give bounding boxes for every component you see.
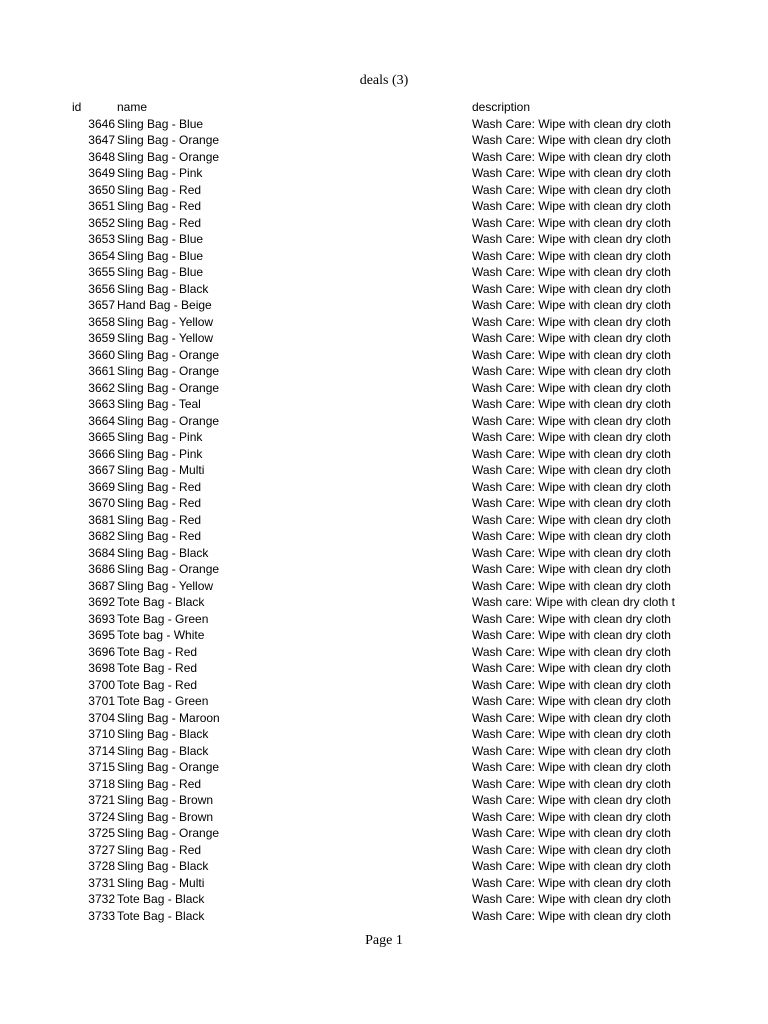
cell-id: 3654 [88, 248, 115, 263]
cell-name: Sling Bag - Orange [117, 562, 220, 576]
cell-description: Wash Care: Wipe with clean dry cloth [472, 628, 671, 642]
cell-description: Wash Care: Wipe with clean dry cloth [472, 793, 671, 807]
cell-id: 3664 [88, 413, 115, 428]
cell-description: Wash Care: Wipe with clean dry cloth [472, 529, 671, 543]
cell-description: Wash Care: Wipe with clean dry cloth [472, 908, 671, 923]
cell-description: Wash Care: Wipe with clean dry cloth [472, 892, 671, 906]
table-row [0, 528, 768, 545]
cell-description: Wash Care: Wipe with clean dry cloth [472, 281, 671, 296]
cell-description: Wash Care: Wipe with clean dry cloth [472, 710, 671, 725]
table-row [0, 611, 768, 628]
cell-description: Wash Care: Wipe with clean dry cloth [472, 446, 671, 461]
table-row [0, 363, 768, 380]
cell-id: 3724 [88, 809, 115, 824]
cell-id: 3656 [88, 281, 115, 296]
table-row [0, 776, 768, 793]
deals-table [0, 99, 768, 924]
table-row [0, 281, 768, 298]
cell-name: Sling Bag - Red [117, 496, 202, 510]
cell-name: Sling Bag - Maroon [117, 710, 220, 725]
cell-name: Sling Bag - Black [117, 545, 209, 560]
cell-description: Wash Care: Wipe with clean dry cloth [472, 512, 671, 527]
cell-description: Wash Care: Wipe with clean dry cloth [472, 677, 671, 692]
table-row [0, 132, 768, 149]
cell-description: Wash Care: Wipe with clean dry cloth [472, 644, 671, 659]
table-row [0, 231, 768, 248]
cell-name: Tote Bag - Red [117, 661, 198, 675]
cell-id: 3727 [88, 842, 115, 857]
cell-description: Wash Care: Wipe with clean dry cloth [472, 182, 671, 197]
cell-id: 3695 [88, 628, 115, 642]
cell-description: Wash Care: Wipe with clean dry cloth [472, 694, 671, 708]
cell-name: Tote bag - White [117, 628, 205, 642]
cell-id: 3660 [88, 347, 115, 362]
cell-name: Sling Bag - Red [117, 182, 202, 197]
table-row [0, 165, 768, 182]
table-row [0, 429, 768, 446]
table-row [0, 875, 768, 892]
cell-name: Sling Bag - Multi [117, 463, 205, 477]
cell-id: 3667 [88, 463, 115, 477]
cell-id: 3731 [88, 875, 115, 890]
table-row [0, 264, 768, 281]
cell-description: Wash Care: Wipe with clean dry cloth [472, 347, 671, 362]
cell-id: 3700 [88, 677, 115, 692]
cell-name: Sling Bag - Blue [117, 116, 204, 131]
cell-id: 3659 [88, 331, 115, 345]
table-row [0, 495, 768, 512]
table-row [0, 545, 768, 562]
cell-description: Wash Care: Wipe with clean dry cloth [472, 760, 671, 774]
cell-id: 3670 [88, 496, 115, 510]
cell-id: 3732 [88, 892, 115, 906]
cell-description: Wash Care: Wipe with clean dry cloth [472, 397, 671, 411]
cell-name: Sling Bag - Teal [117, 397, 201, 411]
table-row [0, 561, 768, 578]
column-header-name: name [117, 100, 148, 114]
cell-id: 3669 [88, 479, 115, 494]
cell-name: Sling Bag - Pink [117, 166, 203, 180]
cell-name: Sling Bag - Pink [117, 430, 203, 444]
cell-description: Wash Care: Wipe with clean dry cloth [472, 215, 671, 230]
cell-name: Tote Bag - Red [117, 644, 198, 659]
cell-id: 3662 [88, 380, 115, 395]
table-row [0, 693, 768, 710]
cell-name: Sling Bag - Orange [117, 347, 220, 362]
cell-name: Sling Bag - Orange [117, 760, 220, 774]
cell-description: Wash Care: Wipe with clean dry cloth [472, 364, 671, 378]
cell-description: Wash Care: Wipe with clean dry cloth [472, 248, 671, 263]
cell-name: Sling Bag - Red [117, 529, 202, 543]
cell-name: Sling Bag - Red [117, 512, 202, 527]
cell-id: 3681 [88, 512, 115, 527]
cell-name: Tote Bag - Black [117, 595, 205, 609]
table-row [0, 215, 768, 232]
cell-description: Wash Care: Wipe with clean dry cloth [472, 298, 671, 312]
cell-name: Hand Bag - Beige [117, 298, 212, 312]
cell-description: Wash Care: Wipe with clean dry cloth [472, 776, 671, 791]
table-row [0, 347, 768, 364]
cell-id: 3714 [88, 743, 115, 758]
cell-id: 3701 [88, 694, 115, 708]
cell-description: Wash Care: Wipe with clean dry cloth [472, 232, 671, 246]
cell-name: Sling Bag - Black [117, 859, 209, 873]
cell-description: Wash Care: Wipe with clean dry cloth [472, 578, 671, 593]
cell-description: Wash Care: Wipe with clean dry cloth [472, 314, 671, 329]
table-row [0, 149, 768, 166]
cell-description: Wash Care: Wipe with clean dry cloth [472, 413, 671, 428]
table-row [0, 380, 768, 397]
cell-name: Sling Bag - Orange [117, 149, 220, 164]
cell-name: Sling Bag - Brown [117, 793, 214, 807]
cell-id: 3715 [88, 760, 115, 774]
table-row [0, 512, 768, 529]
cell-id: 3651 [88, 199, 115, 213]
cell-description: Wash care: Wipe with clean dry cloth t [472, 595, 675, 609]
cell-name: Tote Bag - Black [117, 892, 205, 906]
table-row [0, 413, 768, 430]
table-row [0, 627, 768, 644]
cell-name: Sling Bag - Pink [117, 446, 203, 461]
cell-description: Wash Care: Wipe with clean dry cloth [472, 331, 671, 345]
cell-id: 3704 [88, 710, 115, 725]
cell-name: Sling Bag - Orange [117, 133, 220, 147]
table-row [0, 792, 768, 809]
table-row [0, 825, 768, 842]
cell-id: 3666 [88, 446, 115, 461]
cell-id: 3653 [88, 232, 115, 246]
table-row [0, 182, 768, 199]
cell-name: Sling Bag - Red [117, 776, 202, 791]
cell-description: Wash Care: Wipe with clean dry cloth [472, 265, 671, 279]
cell-id: 3663 [88, 397, 115, 411]
table-row [0, 891, 768, 908]
table-row [0, 578, 768, 595]
cell-description: Wash Care: Wipe with clean dry cloth [472, 166, 671, 180]
cell-id: 3682 [88, 529, 115, 543]
table-row [0, 396, 768, 413]
cell-description: Wash Care: Wipe with clean dry cloth [472, 727, 671, 741]
cell-name: Tote Bag - Green [117, 611, 209, 626]
cell-id: 3725 [88, 826, 115, 840]
cell-description: Wash Care: Wipe with clean dry cloth [472, 743, 671, 758]
cell-name: Sling Bag - Multi [117, 875, 205, 890]
cell-description: Wash Care: Wipe with clean dry cloth [472, 562, 671, 576]
table-row [0, 743, 768, 760]
cell-id: 3721 [88, 793, 115, 807]
cell-id: 3648 [88, 149, 115, 164]
cell-id: 3684 [88, 545, 115, 560]
table-row [0, 116, 768, 133]
cell-name: Sling Bag - Red [117, 842, 202, 857]
cell-id: 3665 [88, 430, 115, 444]
cell-id: 3733 [88, 908, 115, 923]
cell-description: Wash Care: Wipe with clean dry cloth [472, 149, 671, 164]
cell-id: 3687 [88, 578, 115, 593]
cell-description: Wash Care: Wipe with clean dry cloth [472, 463, 671, 477]
cell-description: Wash Care: Wipe with clean dry cloth [472, 842, 671, 857]
table-header-row [0, 99, 768, 116]
cell-description: Wash Care: Wipe with clean dry cloth [472, 611, 671, 626]
cell-name: Sling Bag - Red [117, 215, 202, 230]
cell-id: 3728 [88, 859, 115, 873]
table-row [0, 297, 768, 314]
cell-id: 3710 [88, 727, 115, 741]
cell-id: 3693 [88, 611, 115, 626]
cell-id: 3655 [88, 265, 115, 279]
table-row [0, 710, 768, 727]
table-row [0, 809, 768, 826]
cell-description: Wash Care: Wipe with clean dry cloth [472, 875, 671, 890]
cell-name: Sling Bag - Orange [117, 826, 220, 840]
column-header-description: description [472, 100, 531, 114]
cell-name: Sling Bag - Yellow [117, 331, 214, 345]
cell-name: Sling Bag - Black [117, 281, 209, 296]
table-row [0, 677, 768, 694]
cell-id: 3692 [88, 595, 115, 609]
table-row [0, 594, 768, 611]
cell-name: Tote Bag - Green [117, 694, 209, 708]
page-number: Page 1 [365, 933, 403, 948]
cell-description: Wash Care: Wipe with clean dry cloth [472, 496, 671, 510]
cell-description: Wash Care: Wipe with clean dry cloth [472, 545, 671, 560]
cell-description: Wash Care: Wipe with clean dry cloth [472, 199, 671, 213]
cell-description: Wash Care: Wipe with clean dry cloth [472, 133, 671, 147]
cell-id: 3649 [88, 166, 115, 180]
cell-name: Sling Bag - Orange [117, 380, 220, 395]
table-row [0, 644, 768, 661]
table-row [0, 248, 768, 265]
cell-description: Wash Care: Wipe with clean dry cloth [472, 479, 671, 494]
cell-id: 3696 [88, 644, 115, 659]
table-row [0, 462, 768, 479]
table-row [0, 330, 768, 347]
cell-id: 3650 [88, 182, 115, 197]
cell-id: 3657 [88, 298, 115, 312]
cell-name: Sling Bag - Black [117, 727, 209, 741]
cell-name: Sling Bag - Blue [117, 232, 204, 246]
cell-name: Sling Bag - Yellow [117, 314, 214, 329]
cell-name: Sling Bag - Red [117, 199, 202, 213]
table-row [0, 446, 768, 463]
cell-name: Sling Bag - Orange [117, 364, 220, 378]
cell-name: Sling Bag - Black [117, 743, 209, 758]
cell-id: 3658 [88, 314, 115, 329]
table-row [0, 314, 768, 331]
cell-id: 3686 [88, 562, 115, 576]
cell-name: Tote Bag - Black [117, 908, 205, 923]
table-row [0, 660, 768, 677]
cell-name: Tote Bag - Red [117, 677, 198, 692]
cell-name: Sling Bag - Blue [117, 248, 204, 263]
cell-id: 3661 [88, 364, 115, 378]
cell-description: Wash Care: Wipe with clean dry cloth [472, 826, 671, 840]
cell-description: Wash Care: Wipe with clean dry cloth [472, 430, 671, 444]
cell-description: Wash Care: Wipe with clean dry cloth [472, 116, 671, 131]
cell-id: 3652 [88, 215, 115, 230]
table-row [0, 198, 768, 215]
table-body [0, 116, 768, 925]
table-row [0, 842, 768, 859]
cell-id: 3718 [88, 776, 115, 791]
table-row [0, 726, 768, 743]
cell-description: Wash Care: Wipe with clean dry cloth [472, 661, 671, 675]
cell-name: Sling Bag - Yellow [117, 578, 214, 593]
table-row [0, 908, 768, 925]
cell-description: Wash Care: Wipe with clean dry cloth [472, 380, 671, 395]
cell-id: 3647 [88, 133, 115, 147]
cell-name: Sling Bag - Orange [117, 413, 220, 428]
column-header-id: id [72, 100, 82, 114]
table-row [0, 858, 768, 875]
page-title: deals (3) [359, 73, 409, 88]
cell-name: Sling Bag - Red [117, 479, 202, 494]
cell-description: Wash Care: Wipe with clean dry cloth [472, 809, 671, 824]
cell-id: 3646 [88, 116, 115, 131]
cell-description: Wash Care: Wipe with clean dry cloth [472, 859, 671, 873]
table-row [0, 479, 768, 496]
table-row [0, 759, 768, 776]
cell-name: Sling Bag - Blue [117, 265, 204, 279]
cell-id: 3698 [88, 661, 115, 675]
cell-name: Sling Bag - Brown [117, 809, 214, 824]
